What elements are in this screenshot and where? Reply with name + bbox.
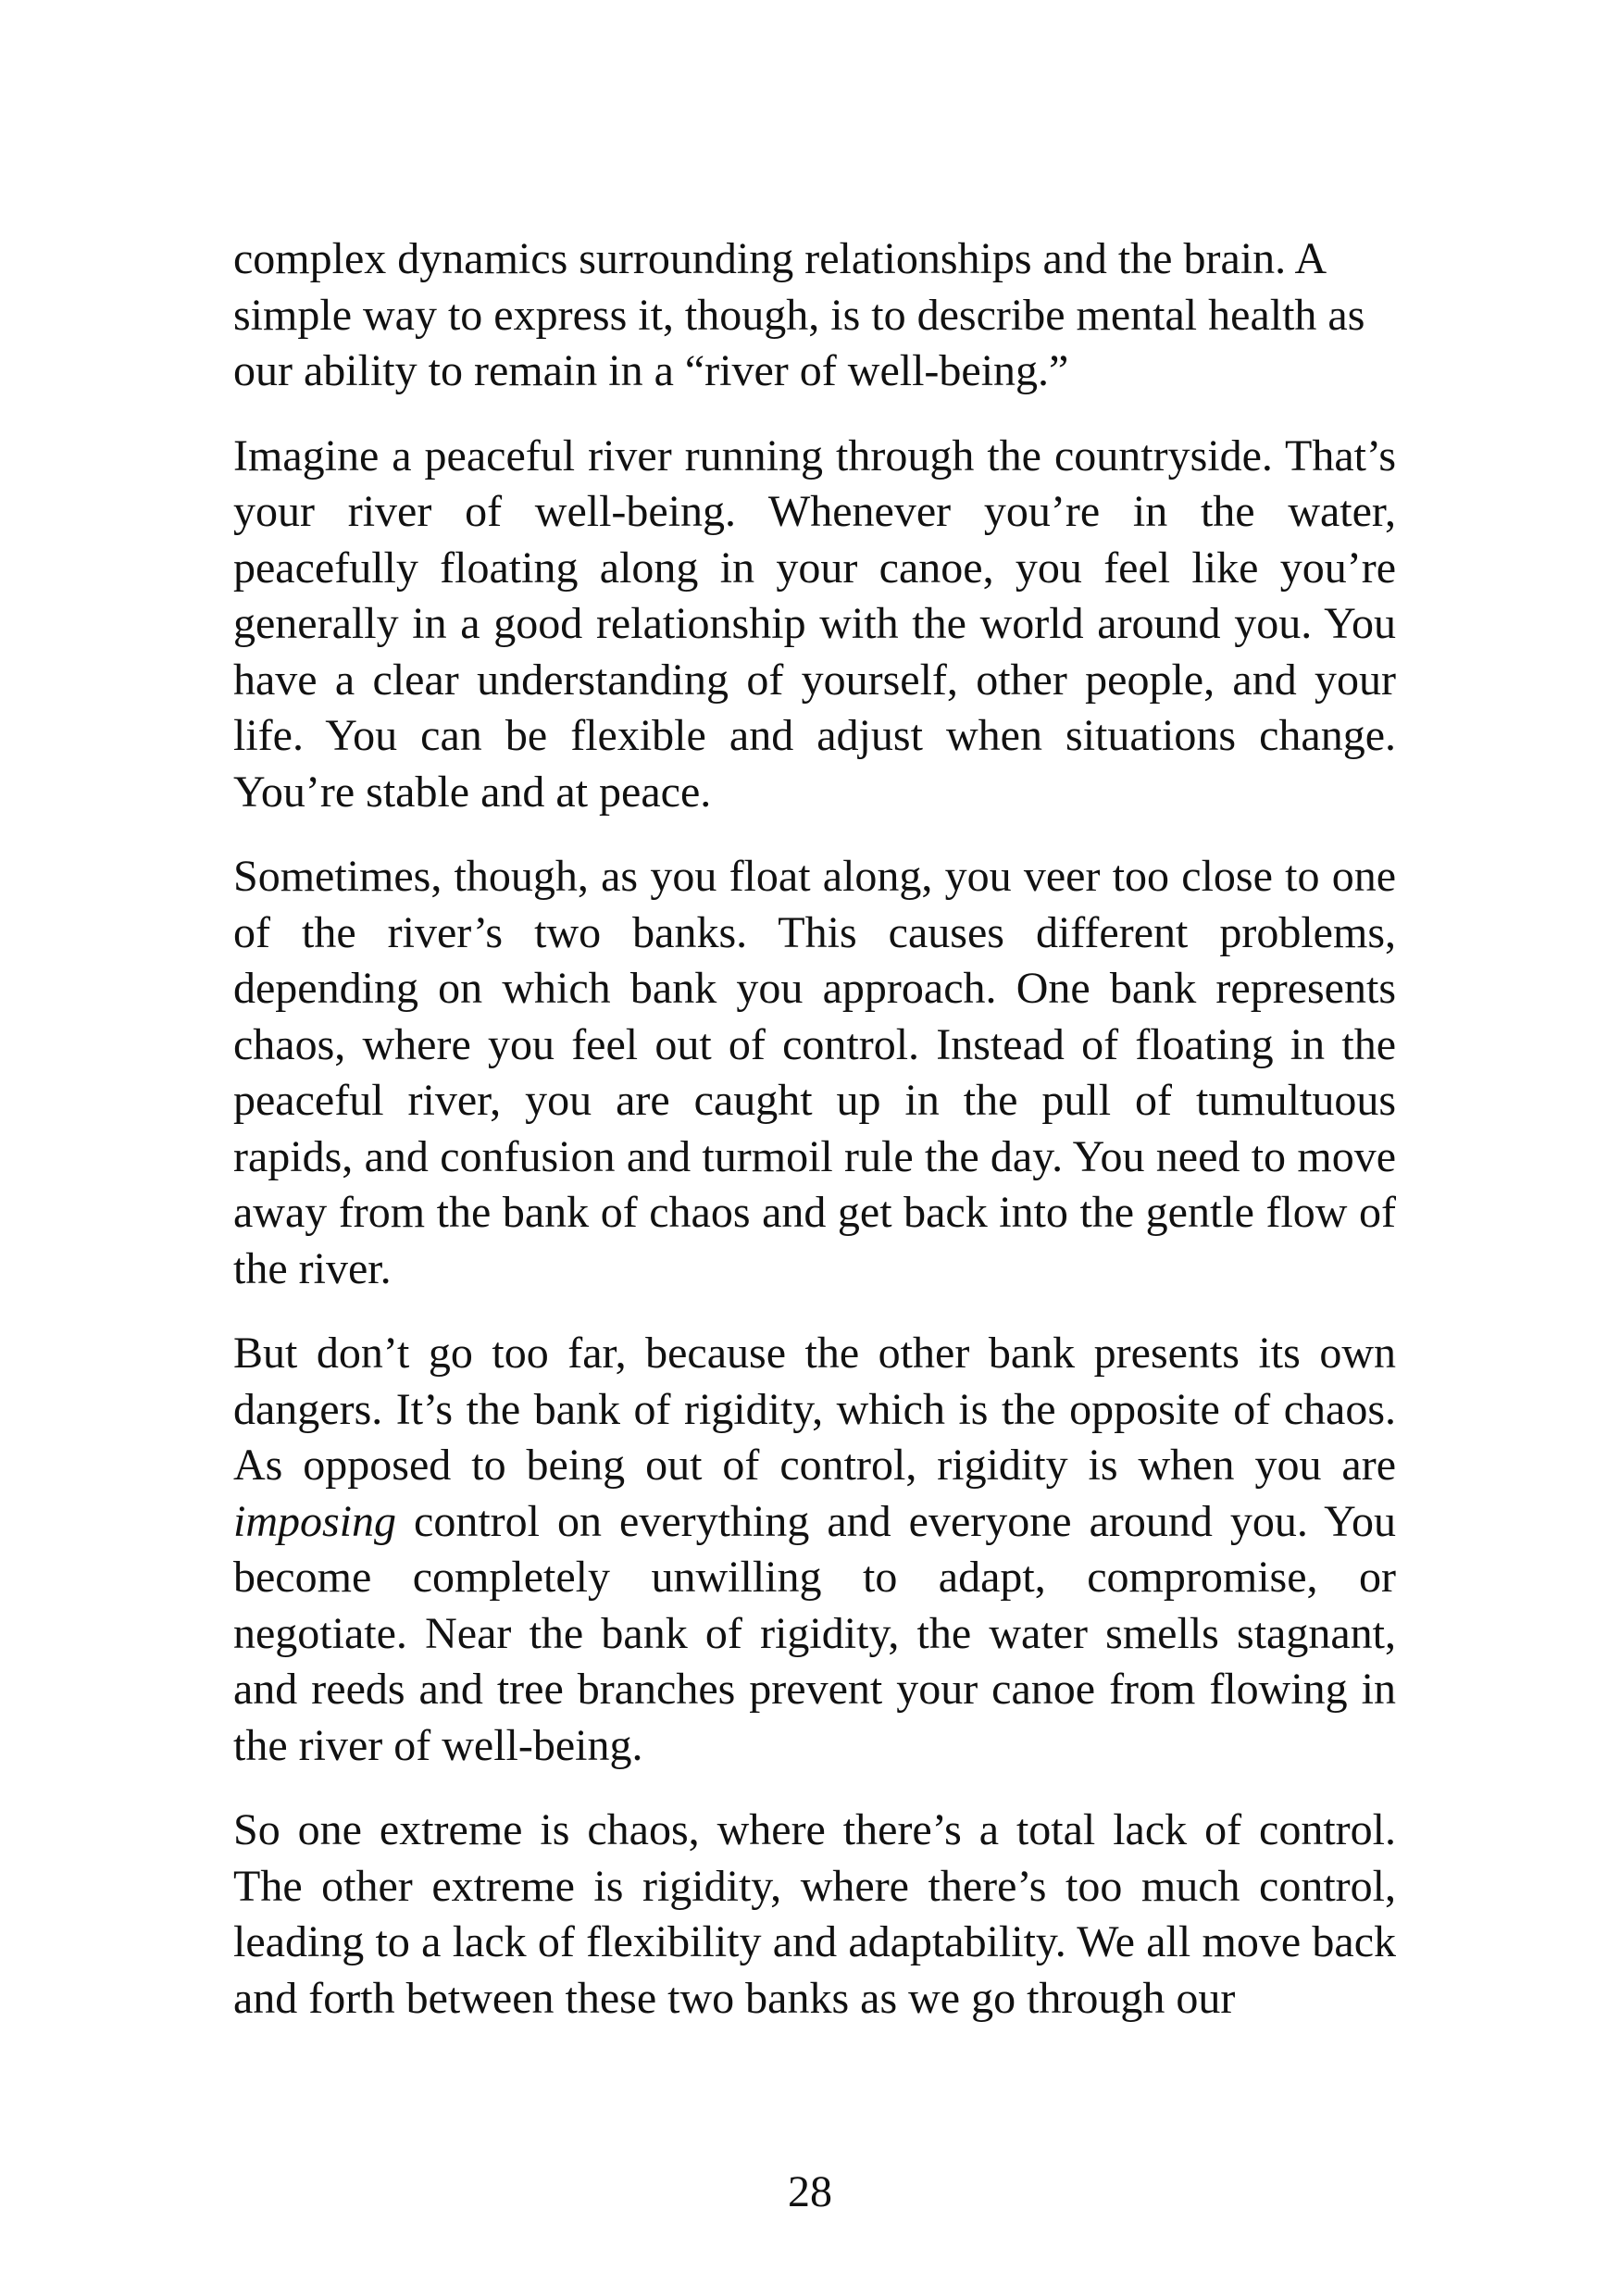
paragraph-1: complex dynamics surrounding relationships and the brain. A simple way to express it, though, is to describe mental health as our ability to remain in a “river of well-being.” — [233, 234, 1365, 395]
paragraph-4-text-after: control on everything and everyone around you. You become completely unwilling to adapt, compromise, or negotiate. Near the bank of rigidity, the water smells stagnant, and reeds and tree branches prevent your canoe from flowing in the river of well-being. — [233, 1496, 1396, 1770]
paragraph-4-emphasis: imposing — [233, 1496, 397, 1546]
page-number: 28 — [788, 2167, 832, 2216]
body-text — [233, 231, 1396, 2027]
paragraph-4-text-before: But don’t go too far, because the other bank presents its own dangers. It’s the bank of rigidity, which is the opposite of chaos. As opposed to being out of control, rigidity is when you are — [233, 1329, 1396, 1490]
paragraph-2: Imagine a peaceful river running through the countryside. That’s your river of well-being. Whenever you’re in the water, peacefully floating along in your canoe, you feel like you’re generally in a good relationship with the world around you. You have a clear understanding of yourself, other people, and your life. You can be flexible and adjust when situations change. You’re stable and at peace. — [233, 430, 1396, 817]
paragraph-4 — [233, 1326, 1396, 1774]
paragraph-5: So one extreme is chaos, where there’s a total lack of control. The other extreme is rigidity, where there’s too much control, leading to a lack of flexibility and adaptability. We all move back and forth between these two banks as we go through our — [233, 1805, 1396, 2023]
paragraph-3: Sometimes, though, as you float along, you veer too close to one of the river’s two banks. This causes different problems, depending on which bank you approach. One bank represents chaos, where you feel out of control. Instead of floating in the peaceful river, you are caught up in the pull of tumultuous rapids, and confusion and turmoil rule the day. You need to move away from the bank of chaos and get back into the gentle flow of the river. — [233, 852, 1396, 1293]
